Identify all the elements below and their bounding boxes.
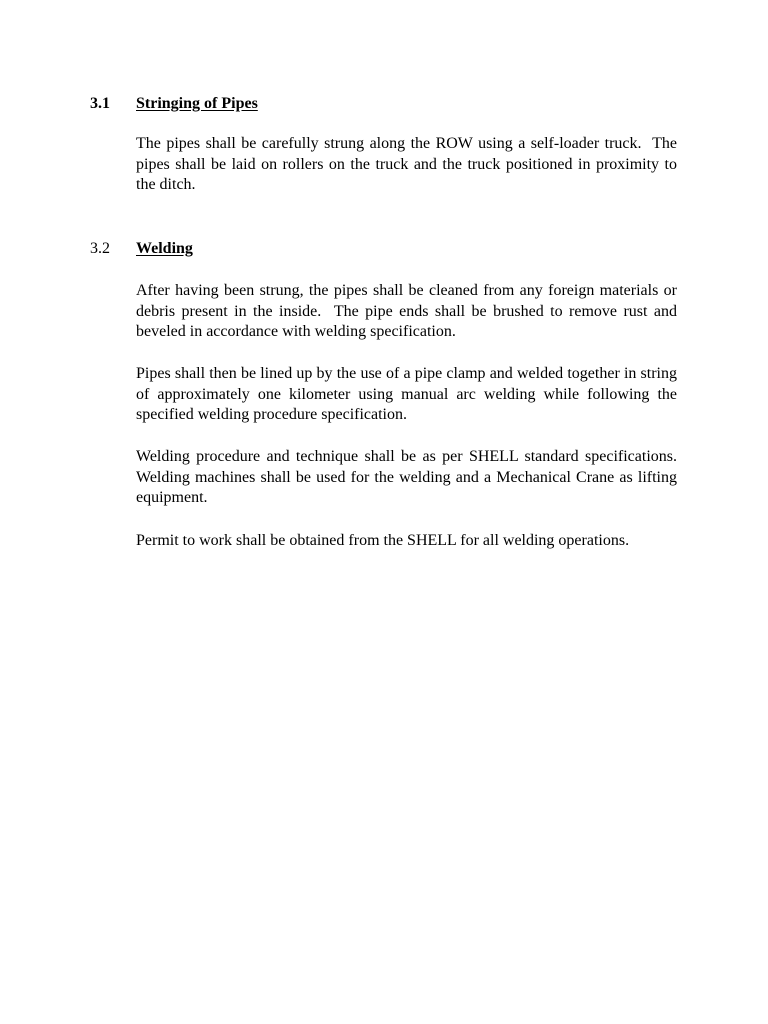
paragraph: Welding procedure and technique shall be as per SHELL standard specifications. Welding machines shall be used for the welding and a Mechanical Crane as lifting equipment.: [136, 448, 685, 507]
section-3-1: [0, 93, 768, 115]
section-title: Welding: [136, 240, 193, 257]
section-heading: [0, 238, 768, 260]
paragraph: The pipes shall be carefully strung along the ROW using a self-loader truck. The pipes shall be laid on rollers on the truck and the truck positioned in proximity to the ditch.: [136, 135, 681, 194]
paragraph: After having been strung, the pipes shall be cleaned from any foreign materials or debris present in the inside. The pipe ends shall be brushed to remove rust and beveled in accordance with welding specification.: [136, 282, 681, 341]
section-title: Stringing of Pipes: [136, 95, 258, 112]
section-heading: [0, 93, 768, 115]
section-number: 3.1: [90, 95, 110, 112]
section-number: 3.2: [90, 240, 110, 257]
paragraph: Permit to work shall be obtained from the SHELL for all welding operations.: [136, 532, 630, 549]
paragraph: Pipes shall then be lined up by the use of a pipe clamp and welded together in string of approximately one kilometer using manual arc welding while following the specified welding procedure specification.: [136, 365, 681, 424]
section-3-2: [0, 238, 768, 260]
